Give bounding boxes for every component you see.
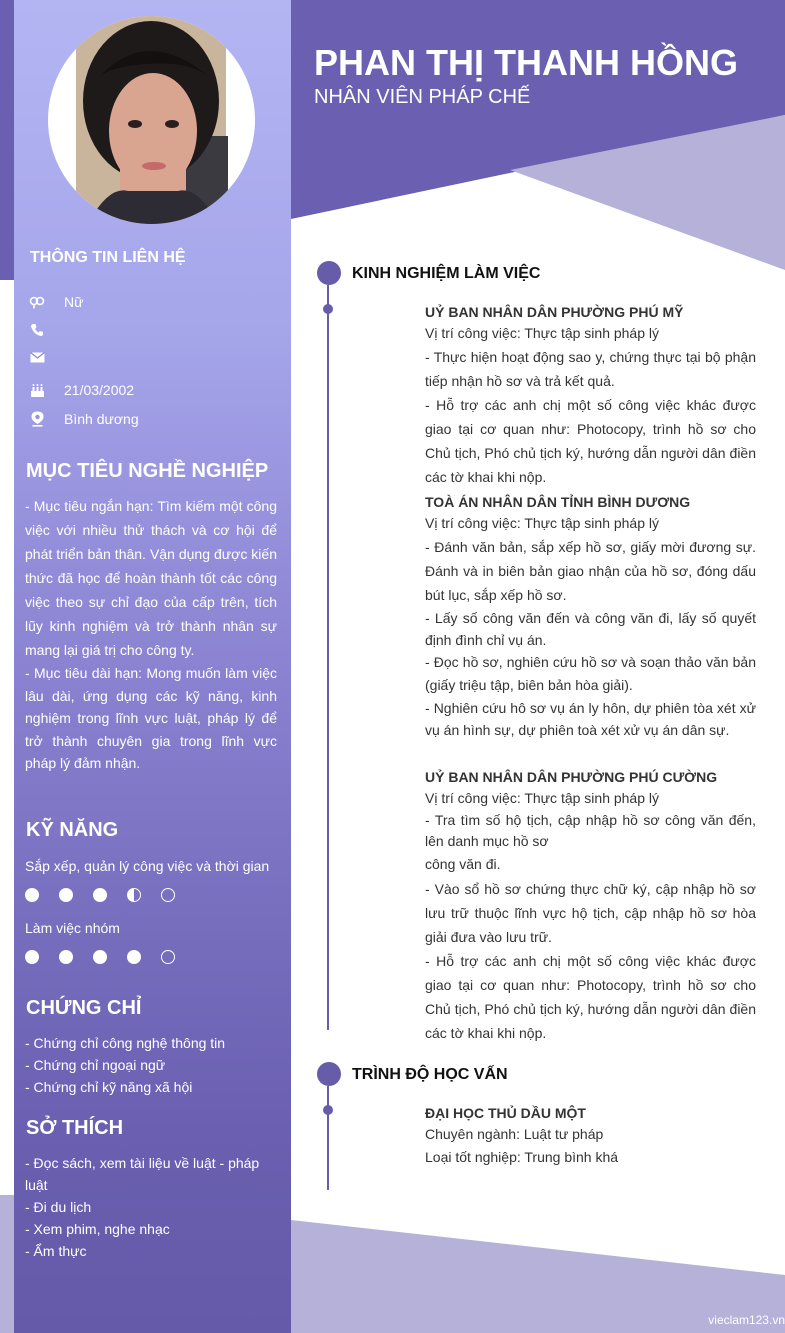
watermark: vieclam123.vn: [708, 1313, 785, 1327]
experience-entry: [425, 492, 756, 741]
contact-phone: [28, 320, 64, 340]
certificate-item: - Chứng chỉ công nghệ thông tin: [25, 1035, 226, 1051]
rating-dot: [59, 888, 73, 902]
contact-gender: [28, 292, 83, 312]
rating-dot: [25, 950, 39, 964]
experience-position: Vị trí công việc: Thực tập sinh pháp lý: [425, 325, 660, 341]
experience-description: [425, 810, 756, 1045]
experience-description: [425, 535, 756, 741]
experience-section-marker: [317, 261, 341, 285]
contact-birthday: [28, 380, 134, 400]
experience-timeline-dot: [323, 304, 333, 314]
hobby-item: - Đọc sách, xem tài liệu về luật - pháp luật: [25, 1155, 260, 1193]
skill-rating: [25, 950, 195, 964]
experience-line: - Hỗ trợ các anh chị một số công việc khác được giao tại cơ quan như: Photocopy, trình hồ sơ cho Chủ tịch, Phó chủ tịch ký, hướng dẫn người dân điền các tờ khai khi nộp.: [425, 953, 756, 1041]
certificates-list: [25, 1032, 280, 1098]
avatar-photo: [48, 16, 255, 224]
experience-line: - Thực hiện hoạt động sao y, chứng thực tại bộ phận tiếp nhận hồ sơ và trả kết quả.: [425, 349, 756, 389]
hobbies-list: [25, 1152, 280, 1262]
rating-dot: [127, 888, 141, 902]
experience-line: - Nghiên cứu hô sơ vụ án ly hôn, dự phiên tòa xét xử vụ án hình sự, dự phiên toà xét xử vụ án dân sự.: [425, 700, 756, 738]
hobby-item: - Đi du lịch: [25, 1199, 92, 1215]
hobby-item: - Xem phim, nghe nhạc: [25, 1221, 170, 1237]
objective-short-term: - Mục tiêu ngắn hạn: Tìm kiếm một công việc với nhiều thử thách và cơ hội để phát triển bản thân. Vận dụng được kiến thức đã học để hoàn thành tốt các công việc theo sự chỉ đạo của cấp trên, tích lũy kinh nghiệm và trở thành nhân sự mang lại giá trị cho công ty.: [25, 498, 277, 658]
objective-long-term: - Mục tiêu dài hạn: Mong muốn làm việc lâu dài, ứng dụng các kỹ năng, kinh nghiệm trong lĩnh vực luật, pháp lý để trở thành chuyên gia trong lĩnh vực pháp lý đảm nhận.: [25, 665, 277, 771]
rating-dot: [93, 950, 107, 964]
cake-icon: [28, 381, 46, 399]
rating-dot: [161, 888, 175, 902]
experience-line: - Hỗ trợ các anh chị một số công việc khác được giao tại cơ quan như: Photocopy, trình hồ sơ cho Chủ tịch, Phó chủ tịch ký, hướng dẫn người dân điền các tờ khai khi nộp.: [425, 397, 756, 485]
gender-icon: [28, 293, 46, 311]
experience-description: [425, 345, 756, 489]
experience-line: - Đọc hồ sơ, nghiên cứu hồ sơ và soạn thảo văn bản (giấy triệu tập, biên bản hòa giải).: [425, 654, 756, 693]
certificate-item: - Chứng chỉ ngoại ngữ: [25, 1057, 166, 1073]
experience-line: - Lấy số công văn đến và công văn đi, lấy số quyết định đình chỉ vụ án.: [425, 610, 756, 648]
contact-address: [28, 409, 139, 429]
experience-org: TOÀ ÁN NHÂN DÂN TỈNH BÌNH DƯƠNG: [425, 494, 691, 510]
contact-email: [28, 347, 64, 367]
left-edge-strip-bottom: [0, 1195, 14, 1333]
certificate-item: - Chứng chỉ kỹ năng xã hội: [25, 1079, 193, 1095]
experience-entry: [425, 767, 756, 1045]
skills-heading: KỸ NĂNG: [26, 819, 119, 841]
experience-line: - Vào sổ hồ sơ chứng thực chữ ký, cập nhập hồ sơ lưu trữ thuộc lĩnh vực hộ tịch, cập nhập hồ sơ hòa giải đưa vào lưu trữ.: [425, 881, 756, 945]
objective-heading: MỤC TIÊU NGHỀ NGHIỆP: [26, 460, 269, 482]
education-heading: TRÌNH ĐỘ HỌC VẤN: [352, 1066, 508, 1083]
contact-heading: THÔNG TIN LIÊN HỆ: [30, 249, 186, 266]
avatar: [48, 16, 255, 224]
experience-heading: KINH NGHIỆM LÀM VIỆC: [352, 265, 541, 282]
rating-dot: [25, 888, 39, 902]
experience-line: - Đánh văn bản, sắp xếp hồ sơ, giấy mời đương sự. Đánh và in biên bản giao nhận của hồ sơ, đóng dấu bút lục, sắp xếp hồ sơ.: [425, 539, 756, 603]
job-title: NHÂN VIÊN PHÁP CHẾ: [314, 86, 531, 108]
experience-org: UỶ BAN NHÂN DÂN PHƯỜNG PHÚ CƯỜNG: [425, 769, 718, 785]
rating-dot: [93, 888, 107, 902]
hobby-item: - Ẩm thực: [25, 1243, 87, 1259]
education-timeline-line: [327, 1086, 329, 1190]
email-icon: [28, 348, 46, 366]
objective-text: [25, 494, 277, 775]
skill-name: Làm việc nhóm: [25, 920, 120, 936]
experience-line: - Tra tìm số hộ tịch, cập nhập hồ sơ công văn đến, lên danh mục hồ sơ: [425, 812, 756, 849]
rating-dot: [161, 950, 175, 964]
experience-position: Vị trí công việc: Thực tập sinh pháp lý: [425, 515, 660, 531]
rating-dot: [59, 950, 73, 964]
education-entry: [425, 1103, 756, 1169]
location-pin-icon: [28, 410, 46, 428]
gender-value: Nữ: [64, 294, 84, 310]
hobbies-heading: SỞ THÍCH: [26, 1117, 124, 1139]
education-major: Chuyên ngành: Luật tư pháp: [425, 1126, 604, 1142]
left-edge-strip: [0, 0, 14, 280]
experience-position: Vị trí công việc: Thực tập sinh pháp lý: [425, 790, 660, 806]
phone-icon: [28, 321, 46, 339]
certificates-heading: CHỨNG CHỈ: [26, 997, 142, 1019]
address-value: Bình dương: [64, 411, 139, 427]
experience-line: công văn đi.: [425, 856, 501, 872]
education-timeline-dot: [323, 1105, 333, 1115]
rating-dot: [127, 950, 141, 964]
education-section-marker: [317, 1062, 341, 1086]
candidate-name: PHAN THỊ THANH HỒNG: [314, 42, 738, 83]
skill-name: Sắp xếp, quản lý công việc và thời gian: [25, 858, 270, 874]
experience-timeline-line: [327, 285, 329, 1030]
birthday-value: 21/03/2002: [64, 382, 135, 398]
experience-org: UỶ BAN NHÂN DÂN PHƯỜNG PHÚ MỸ: [425, 304, 684, 320]
skill-rating: [25, 888, 195, 902]
education-school: ĐẠI HỌC THỦ DẦU MỘT: [425, 1105, 586, 1121]
education-rank: Loại tốt nghiệp: Trung bình khá: [425, 1149, 619, 1165]
experience-entry: [425, 302, 756, 489]
